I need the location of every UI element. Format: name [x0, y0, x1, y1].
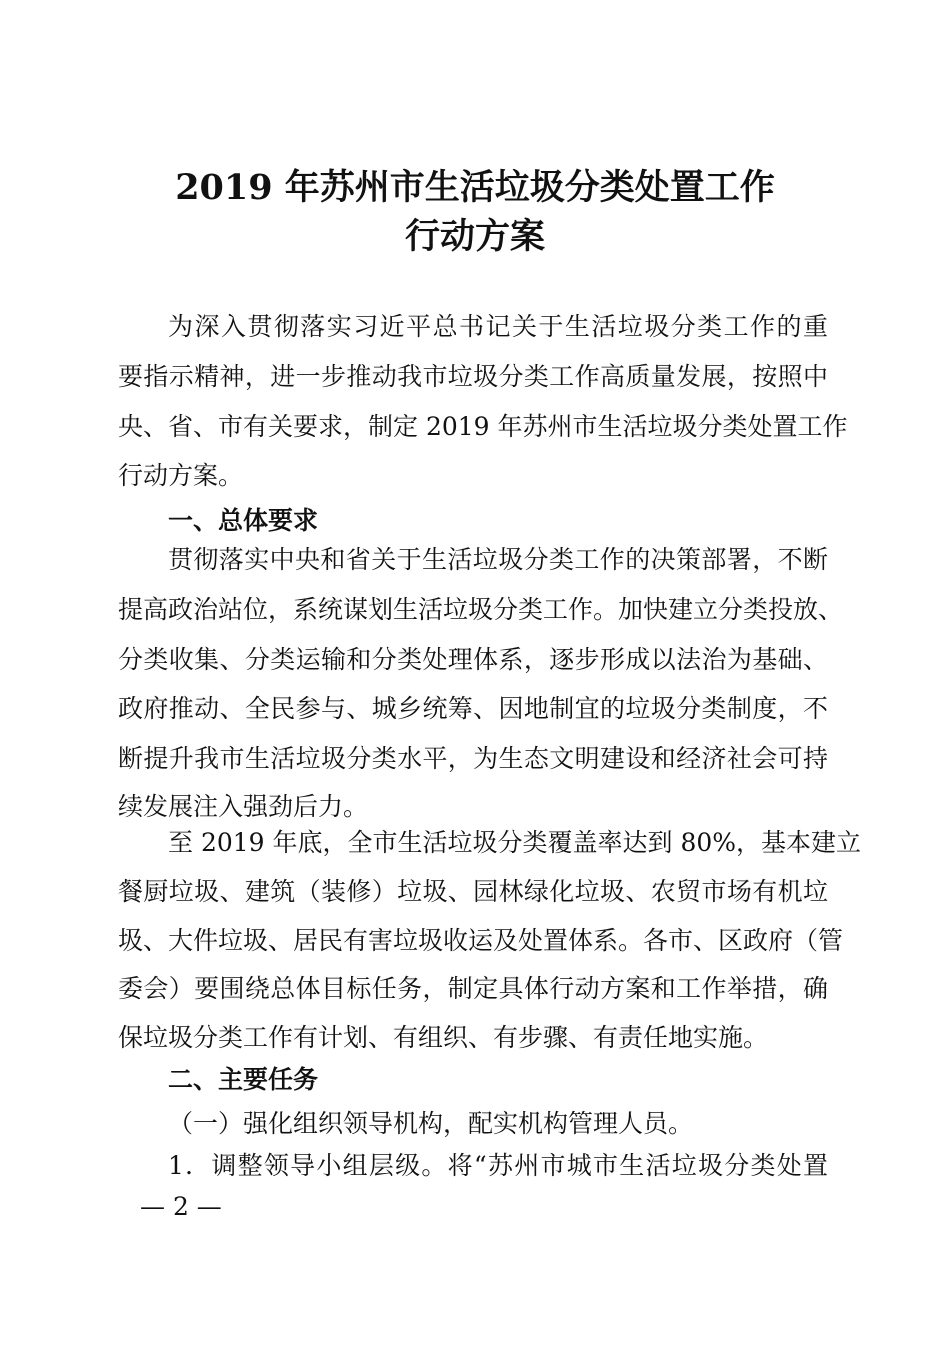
list-item-1: 1．调整领导小组层级。将“苏州市城市生活垃圾分类处置	[168, 1151, 828, 1180]
paragraph-2-line-4: 政府推动、全民参与、城乡统筹、因地制宜的垃圾分类制度，不	[118, 694, 828, 723]
paragraph-2-line-1: 贯彻落实中央和省关于生活垃圾分类工作的决策部署，不断	[168, 545, 828, 574]
paragraph-1-line-1: 为深入贯彻落实习近平总书记关于生活垃圾分类工作的重	[168, 312, 828, 341]
paragraph-1-line-4: 行动方案。	[118, 461, 244, 490]
paragraph-3-line-5: 保垃圾分类工作有计划、有组织、有步骤、有责任地实施。	[118, 1023, 769, 1052]
section-heading-1: 一、总体要求	[168, 506, 319, 535]
subsection-heading-1: （一）强化组织领导机构，配实机构管理人员。	[168, 1109, 694, 1138]
paragraph-2-line-2: 提高政治站位，系统谋划生活垃圾分类工作。加快建立分类投放、	[118, 595, 844, 624]
section-heading-2: 二、主要任务	[168, 1065, 319, 1094]
paragraph-2-line-3: 分类收集、分类运输和分类处理体系，逐步形成以法治为基础、	[118, 645, 828, 674]
paragraph-1-line-3: 央、省、市有关要求，制定 2019 年苏州市生活垃圾分类处置工作	[118, 412, 848, 441]
page-number: — 2 —	[140, 1192, 222, 1221]
paragraph-3-line-4: 委会）要围绕总体目标任务，制定具体行动方案和工作举措，确	[118, 974, 828, 1003]
paragraph-2-line-5: 断提升我市生活垃圾分类水平，为生态文明建设和经济社会可持	[118, 744, 828, 773]
document-title-line-2: 行动方案	[404, 216, 545, 257]
paragraph-3-line-2: 餐厨垃圾、建筑（装修）垃圾、园林绿化垃圾、农贸市场有机垃	[118, 877, 828, 906]
document-title-line-1: 2019 年苏州市生活垃圾分类处置工作	[175, 167, 775, 208]
paragraph-3-line-3: 圾、大件垃圾、居民有害垃圾收运及处置体系。各市、区政府（管	[118, 926, 844, 955]
paragraph-1-line-2: 要指示精神，进一步推动我市垃圾分类工作高质量发展，按照中	[118, 362, 828, 391]
paragraph-3-line-1: 至 2019 年底，全市生活垃圾分类覆盖率达到 80%，基本建立	[168, 828, 862, 857]
paragraph-2-line-6: 续发展注入强劲后力。	[118, 792, 369, 821]
